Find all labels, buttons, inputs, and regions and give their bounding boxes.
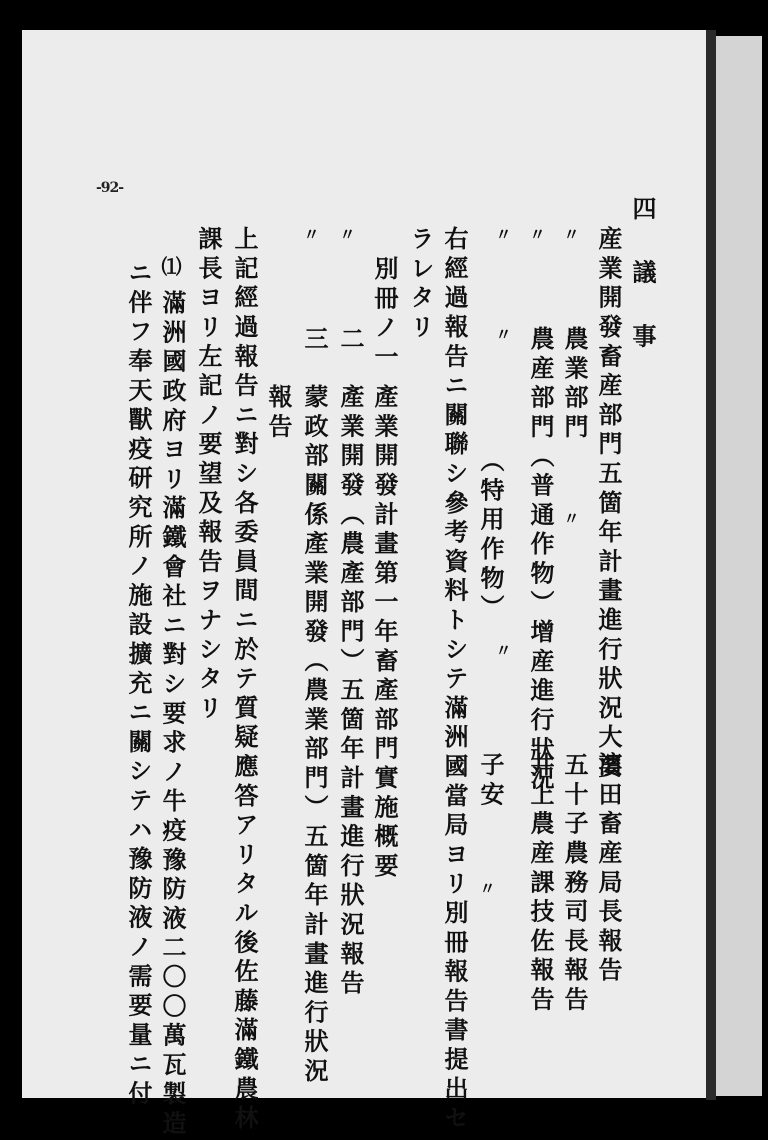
ditto-mark: 〃 xyxy=(561,226,580,248)
text-column: 蒙政部關係產業開發（農業部門）五箇年計畫進行狀況 xyxy=(300,384,329,1088)
text-column: 產業開發（農產部門）五箇年計畫進行狀況報告 xyxy=(336,384,365,1000)
text-column: 產業開發計畫第一年畜產部門實施概要 xyxy=(370,384,399,883)
ditto-mark: 〃 xyxy=(337,226,356,248)
item-number: ⑴ xyxy=(158,256,182,282)
text-column: 課長ヨリ左記ノ要望及報告ヲナシタリ xyxy=(194,226,223,725)
text-column: 報告 xyxy=(264,384,293,443)
page-number: -92- xyxy=(96,180,124,196)
ditto-mark: 〃 xyxy=(493,642,512,664)
ditto-mark: 〃 xyxy=(527,226,546,248)
text-column: 農業部門 xyxy=(560,326,589,444)
ditto-mark: 〃 xyxy=(301,226,320,248)
next-page-strip xyxy=(716,36,762,1096)
text-column: （特用作物） xyxy=(476,448,505,624)
text-column: ニ伴フ奉天獸疫研究所ノ施設擴充ニ關シテハ豫防液ノ需要量ニ付 xyxy=(124,260,153,1110)
text-column: ラレタリ xyxy=(406,226,435,344)
reporter-text: 子安 xyxy=(476,752,505,811)
section-heading: 四 議 事 xyxy=(628,196,657,353)
ditto-mark: 〃 xyxy=(493,326,512,348)
text-column: 別冊ノ一 xyxy=(370,256,399,374)
text-column: 右經過報告ニ關聯シ參考資料トシテ滿洲國當局ヨリ別冊報告書提出セ xyxy=(440,226,469,1135)
reporter-text: 井上農産課技佐報告 xyxy=(526,752,555,1016)
text-column: 三 xyxy=(300,326,329,356)
text-column: 滿洲國政府ヨリ滿鐵會社ニ對シ要求ノ牛疫豫防液二〇〇萬瓦製造 xyxy=(158,290,187,1140)
text-column: 二 xyxy=(336,326,365,356)
ditto-mark: 〃 xyxy=(477,880,496,902)
reporter-text: 五十子農務司長報告 xyxy=(560,752,589,1016)
page-edge xyxy=(706,30,716,1100)
text-column: 上記經過報告ニ對シ各委員間ニ於テ質疑應答アリタル後佐藤滿鐵農林 xyxy=(230,226,259,1135)
text-column: 産業開發畜産部門五箇年計畫進行狀況大要 xyxy=(594,226,623,783)
ditto-mark: 〃 xyxy=(493,226,512,248)
ditto-mark: 〃 xyxy=(561,510,580,532)
reporter-text: 濱田畜産局長報告 xyxy=(594,752,623,987)
text-column: 農産部門（普通作物）增産進行狀況 xyxy=(526,326,555,795)
